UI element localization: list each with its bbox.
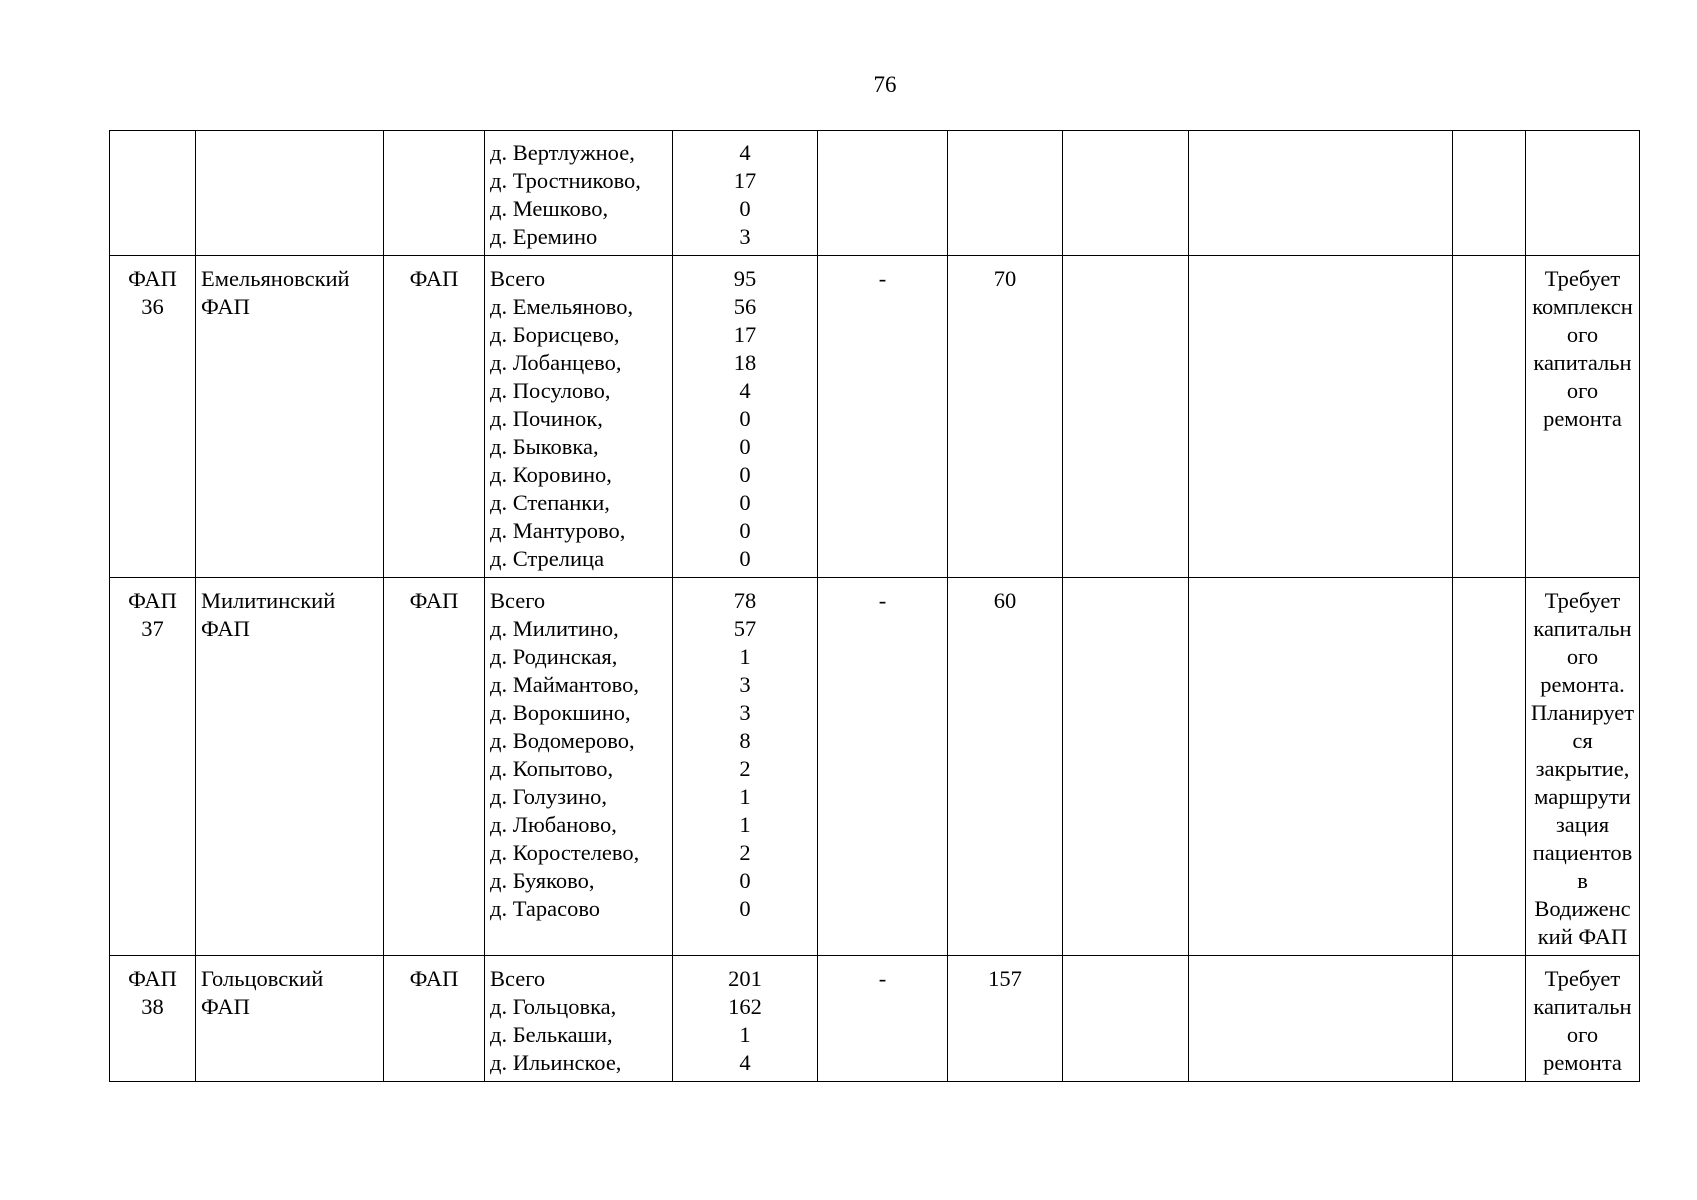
locality-name: д. Копытово, xyxy=(490,756,614,781)
facility-code-part: 37 xyxy=(141,616,164,641)
localities-cell xyxy=(485,956,673,1082)
locality-name: д. Вертлужное, xyxy=(490,140,635,165)
locality-name: д. Маймантово, xyxy=(490,672,639,697)
population-value: 0 xyxy=(739,196,751,221)
locality-name: д. Ворокшино, xyxy=(490,700,631,725)
dash-cell xyxy=(818,256,948,578)
facility-code-cell xyxy=(110,256,196,578)
population-value: 0 xyxy=(739,462,751,487)
population-value: 1 xyxy=(739,784,751,809)
population-value: 162 xyxy=(728,994,762,1019)
note-line: Требует xyxy=(1544,266,1621,291)
locality-name: д. Мешково, xyxy=(490,196,609,221)
population-value: 95 xyxy=(733,266,757,291)
population-value: 3 xyxy=(739,224,751,249)
note-line: зация xyxy=(1555,812,1610,837)
facility-type: ФАП xyxy=(409,588,459,613)
note-line: комплексн xyxy=(1532,294,1633,319)
note-line: Требует xyxy=(1544,588,1621,613)
empty-cell-3 xyxy=(1453,956,1526,1082)
locality-name: д. Еремино xyxy=(490,224,598,249)
population-value: 56 xyxy=(733,294,757,319)
note-cell xyxy=(1526,956,1640,1082)
note-line: ремонта xyxy=(1543,406,1622,431)
locality-name: д. Стрелица xyxy=(490,546,605,571)
population-cell xyxy=(673,578,818,956)
facility-name-part: Емельяновский xyxy=(201,266,350,291)
locality-name: д. Емельяново, xyxy=(490,294,634,319)
note-line: Водиженс xyxy=(1534,896,1631,921)
population-value: 0 xyxy=(739,490,751,515)
numeric-value: 157 xyxy=(988,966,1022,991)
empty-cell-1 xyxy=(1063,956,1189,1082)
numeric-value: 60 xyxy=(993,588,1017,613)
locality-name: д. Починок, xyxy=(490,406,603,431)
population-cell xyxy=(673,131,818,256)
population-value: 1 xyxy=(739,812,751,837)
locality-name: Всего xyxy=(490,266,546,291)
empty-cell-2 xyxy=(1189,256,1453,578)
facility-name-cell xyxy=(196,578,384,956)
note-line: ремонта xyxy=(1543,1050,1622,1075)
value-cell xyxy=(948,256,1063,578)
facility-type-cell xyxy=(384,131,485,256)
facility-name-cell xyxy=(196,256,384,578)
locality-name: д. Тростниково, xyxy=(490,168,641,193)
dash-cell xyxy=(818,131,948,256)
locality-name: д. Борисцево, xyxy=(490,322,620,347)
localities-cell xyxy=(485,256,673,578)
note-line: ого xyxy=(1566,378,1599,403)
empty-cell-2 xyxy=(1189,956,1453,1082)
locality-name: д. Буяково, xyxy=(490,868,595,893)
note-line: маршрути xyxy=(1534,784,1631,809)
population-value: 0 xyxy=(739,546,751,571)
dash-value: - xyxy=(878,266,887,291)
note-line: закрытие, xyxy=(1535,756,1630,781)
facility-code-part: ФАП xyxy=(128,588,177,613)
population-value: 0 xyxy=(739,868,751,893)
page-number: 76 xyxy=(873,72,897,97)
population-value: 3 xyxy=(739,700,751,725)
population-value: 1 xyxy=(739,644,751,669)
dash-cell xyxy=(818,956,948,1082)
locality-name: д. Быковка, xyxy=(490,434,599,459)
locality-name: д. Ильинское, xyxy=(490,1050,622,1075)
locality-name: д. Гольцовка, xyxy=(490,994,617,1019)
population-value: 17 xyxy=(733,322,757,347)
locality-name: д. Родинская, xyxy=(490,644,618,669)
population-value: 2 xyxy=(739,840,751,865)
empty-cell-2 xyxy=(1189,578,1453,956)
locality-name: д. Коровино, xyxy=(490,462,612,487)
facility-type: ФАП xyxy=(409,266,459,291)
note-line: кий ФАП xyxy=(1537,924,1628,949)
note-line: ого xyxy=(1566,322,1599,347)
facility-code-part: 36 xyxy=(141,294,164,319)
note-line: Планирует xyxy=(1530,700,1635,725)
table-row xyxy=(110,131,1640,256)
note-line: капитальн xyxy=(1533,994,1632,1019)
value-cell xyxy=(948,956,1063,1082)
localities-cell xyxy=(485,131,673,256)
population-value: 57 xyxy=(733,616,757,641)
facility-name-cell xyxy=(196,956,384,1082)
facility-type: ФАП xyxy=(409,966,459,991)
dash-cell xyxy=(818,578,948,956)
population-value: 0 xyxy=(739,896,751,921)
population-value: 0 xyxy=(739,406,751,431)
facility-name-part: Милитинский xyxy=(201,588,336,613)
empty-cell-1 xyxy=(1063,131,1189,256)
note-line: ого xyxy=(1566,1022,1599,1047)
note-line: капитальн xyxy=(1533,616,1632,641)
facility-code-cell xyxy=(110,956,196,1082)
note-line: в xyxy=(1577,868,1588,893)
population-value: 3 xyxy=(739,672,751,697)
population-value: 18 xyxy=(733,350,757,375)
facility-name-cell xyxy=(196,131,384,256)
locality-name: д. Любаново, xyxy=(490,812,617,837)
table-row xyxy=(110,956,1640,1082)
locality-name: д. Тарасово xyxy=(490,896,601,921)
table-body xyxy=(110,131,1640,1082)
facility-name-part: ФАП xyxy=(201,294,250,319)
note-line: капитальн xyxy=(1533,350,1632,375)
population-value: 17 xyxy=(733,168,757,193)
dash-value: - xyxy=(878,588,887,613)
empty-cell-3 xyxy=(1453,256,1526,578)
locality-name: д. Водомерово, xyxy=(490,728,635,753)
population-value: 2 xyxy=(739,756,751,781)
facility-name-part: Гольцовский xyxy=(201,966,324,991)
note-line: ого xyxy=(1566,644,1599,669)
table-row xyxy=(110,256,1640,578)
facility-type-cell xyxy=(384,956,485,1082)
empty-cell-1 xyxy=(1063,256,1189,578)
facility-name-part: ФАП xyxy=(201,616,250,641)
locality-name: д. Мантурово, xyxy=(490,518,626,543)
locality-name: д. Лобанцево, xyxy=(490,350,622,375)
facility-type-cell xyxy=(384,256,485,578)
population-value: 4 xyxy=(739,1050,751,1075)
facility-code-cell xyxy=(110,131,196,256)
empty-cell-2 xyxy=(1189,131,1453,256)
locality-name: Всего xyxy=(490,966,546,991)
facility-code-part: ФАП xyxy=(128,266,177,291)
note-cell xyxy=(1526,131,1640,256)
table-row xyxy=(110,578,1640,956)
facility-code-cell xyxy=(110,578,196,956)
note-line: пациентов xyxy=(1532,840,1633,865)
population-value: 4 xyxy=(739,378,751,403)
locality-name: д. Милитино, xyxy=(490,616,619,641)
note-line: ся xyxy=(1572,728,1593,753)
population-value: 0 xyxy=(739,434,751,459)
facility-name-part: ФАП xyxy=(201,994,250,1019)
note-line: Требует xyxy=(1544,966,1621,991)
localities-cell xyxy=(485,578,673,956)
empty-cell-3 xyxy=(1453,578,1526,956)
note-cell xyxy=(1526,256,1640,578)
dash-value: - xyxy=(878,966,887,991)
note-line: ремонта. xyxy=(1540,672,1625,697)
facility-type-cell xyxy=(384,578,485,956)
locality-name: Всего xyxy=(490,588,546,613)
population-value: 1 xyxy=(739,1022,751,1047)
population-value: 201 xyxy=(728,966,762,991)
population-value: 8 xyxy=(739,728,751,753)
note-cell xyxy=(1526,578,1640,956)
facilities-table xyxy=(109,130,1640,1082)
empty-cell-1 xyxy=(1063,578,1189,956)
facility-code-part: 38 xyxy=(141,994,164,1019)
value-cell xyxy=(948,131,1063,256)
numeric-value: 70 xyxy=(993,266,1017,291)
population-cell xyxy=(673,956,818,1082)
population-value: 78 xyxy=(733,588,757,613)
locality-name: д. Белькаши, xyxy=(490,1022,613,1047)
population-value: 0 xyxy=(739,518,751,543)
locality-name: д. Коростелево, xyxy=(490,840,640,865)
population-cell xyxy=(673,256,818,578)
value-cell xyxy=(948,578,1063,956)
facility-code-part: ФАП xyxy=(128,966,177,991)
locality-name: д. Посулово, xyxy=(490,378,611,403)
locality-name: д. Голузино, xyxy=(490,784,608,809)
population-value: 4 xyxy=(739,140,751,165)
locality-name: д. Степанки, xyxy=(490,490,610,515)
empty-cell-3 xyxy=(1453,131,1526,256)
